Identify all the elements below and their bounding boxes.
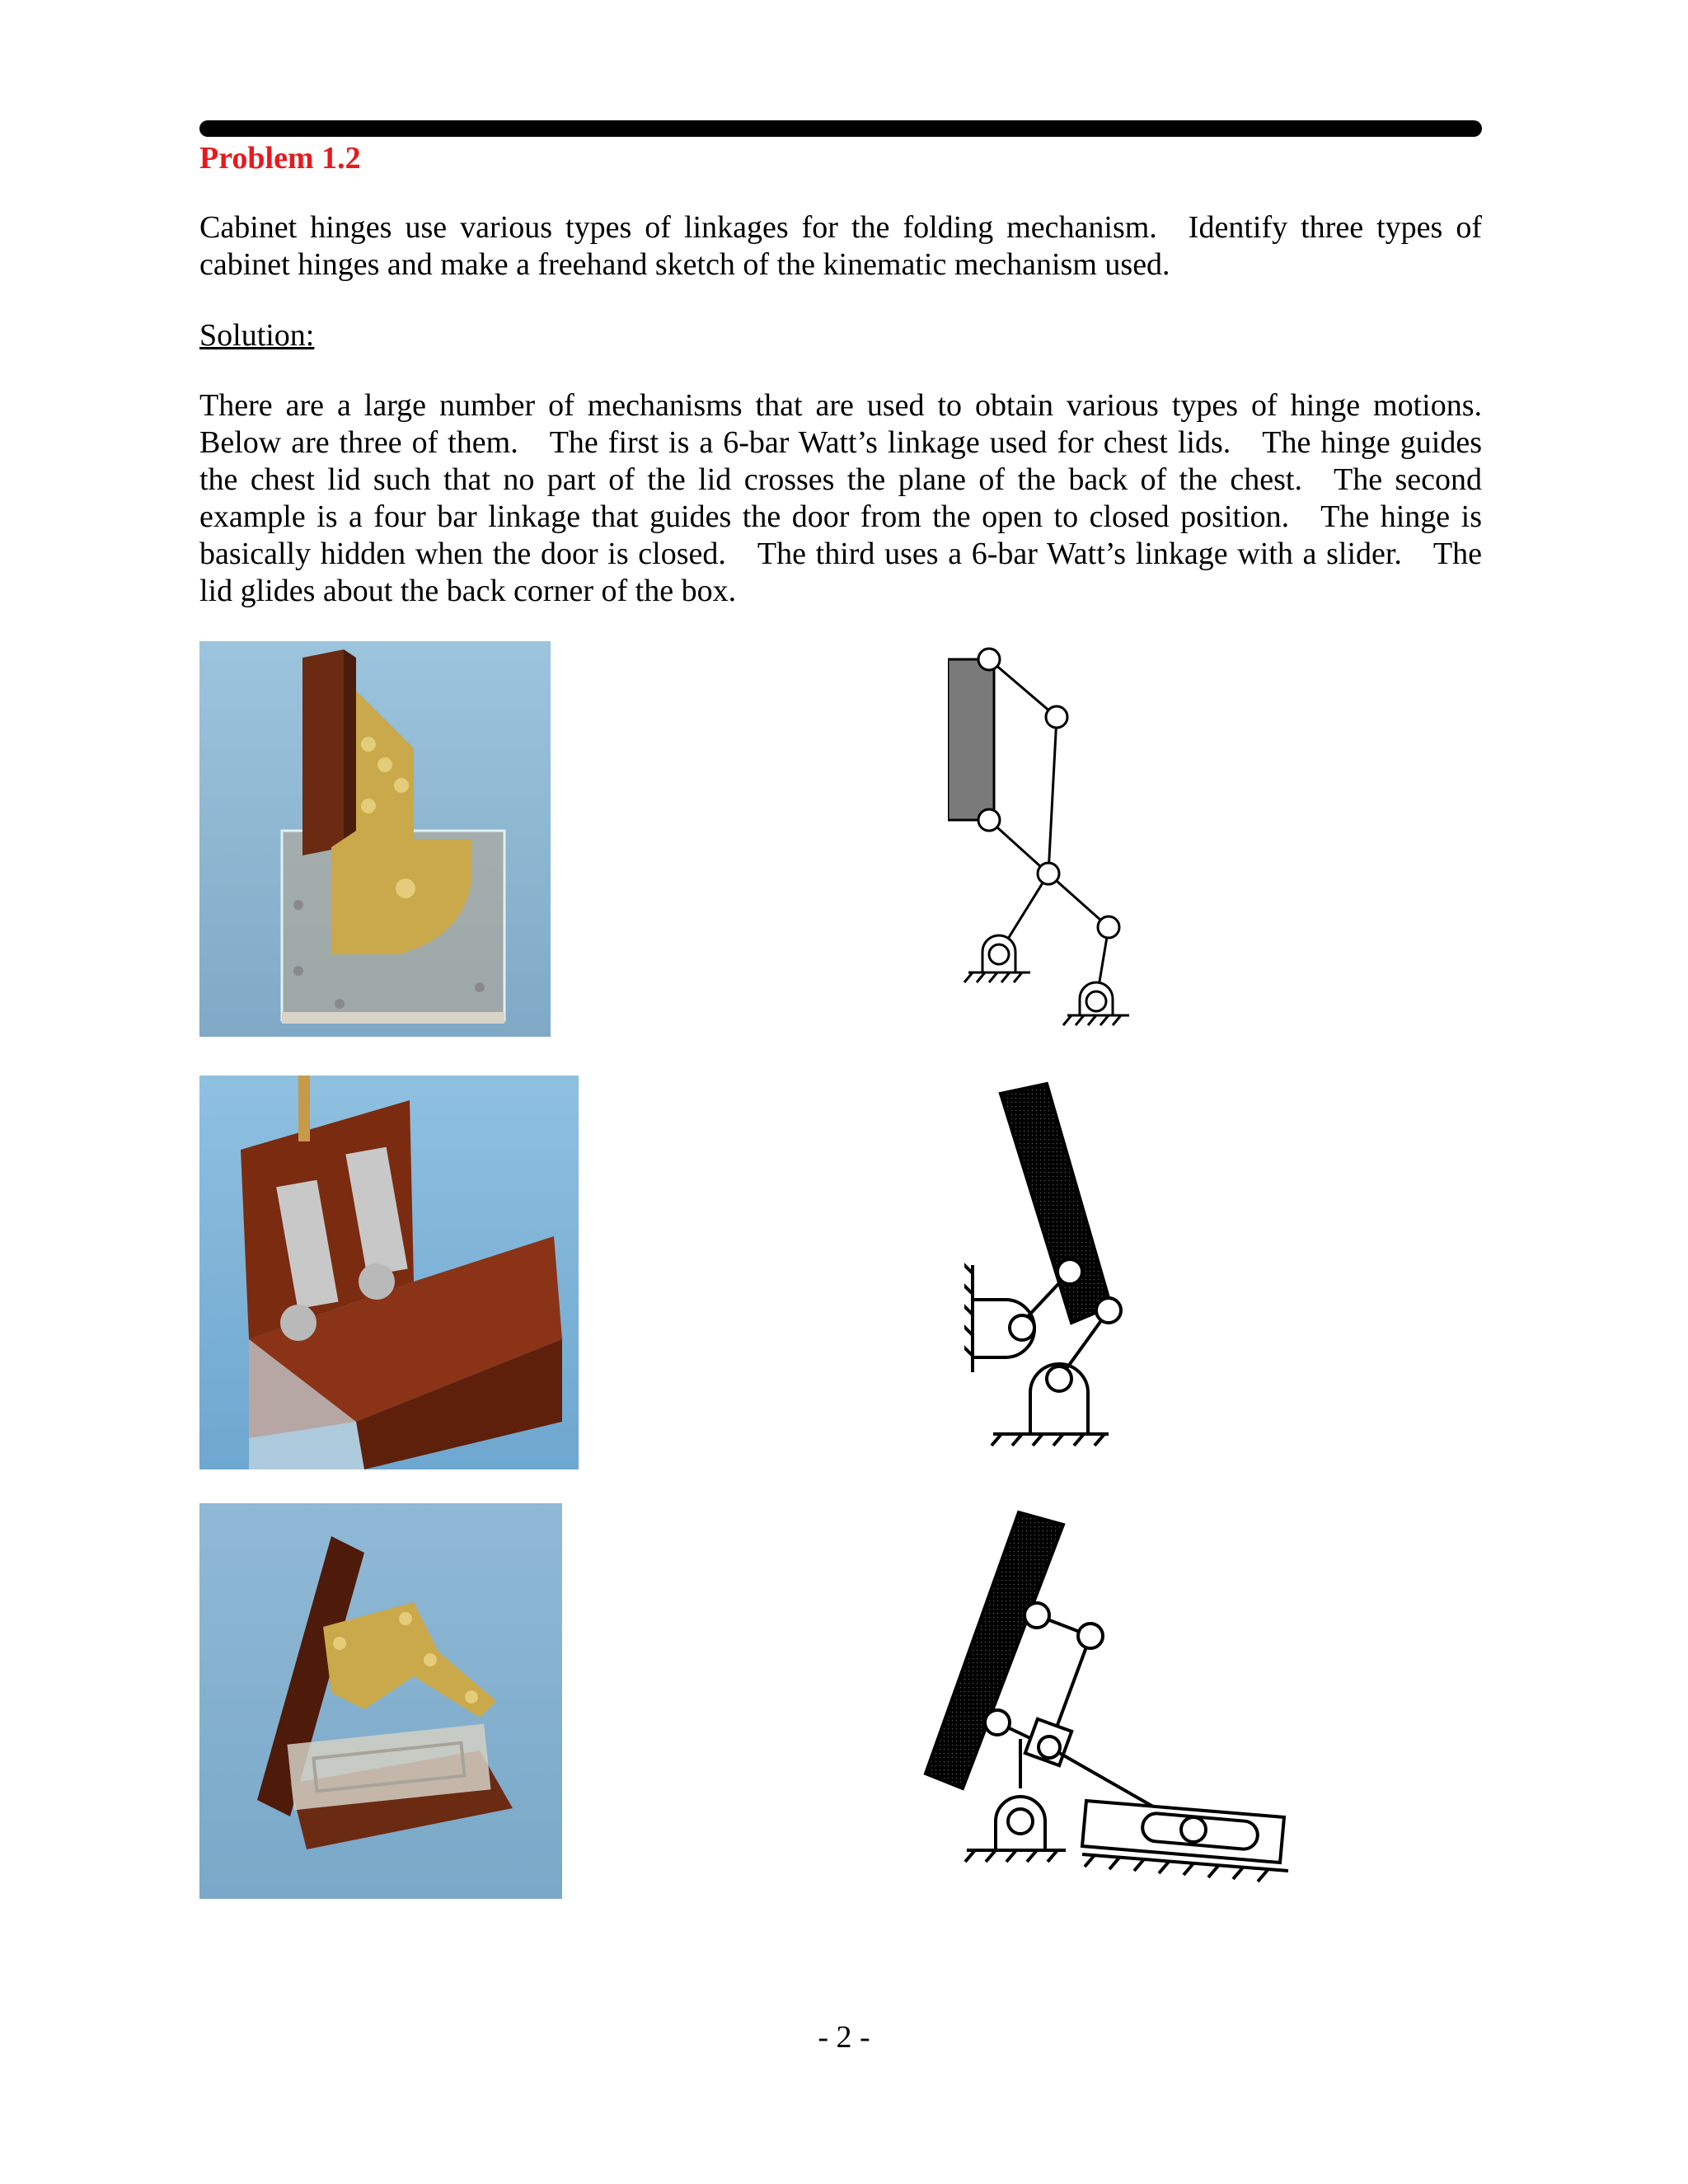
solution-label: Solution: [199,318,315,353]
top-rule [199,120,1482,137]
six-bar-watt-slider-linkage-sketch [921,1508,1292,1887]
four-bar-linkage-sketch [964,1076,1129,1446]
problem-title: Problem 1.2 [199,141,361,176]
six-bar-watt-linkage-sketch [948,643,1154,1038]
chest-lid-hinge-photo [199,641,551,1037]
page-number: - 2 - [818,2020,870,2055]
slider-hinge-photo [199,1503,562,1899]
problem-statement: Cabinet hinges use various types of linkages for the folding mechanism. Identify three types of cabinet hinges and make a freehand sketch of the kinematic mechanism used. [199,210,1482,282]
four-bar-cabinet-hinge-photo [199,1076,579,1469]
solution-text: There are a large number of mechanisms that are used to obtain various types of hinge motions. Below are three of them. The first is a 6-bar Watt’s linkage used for chest lids. The hinge guides the chest lid such that no part of the lid crosses the plane of the back of the chest. The second example is a four bar linkage that guides the door from the open to closed position. The hinge is basically hidden when the door is closed. The third uses a 6-bar Watt’s linkage with a slider. The lid glides about the back corner of the box. [199,388,1482,608]
